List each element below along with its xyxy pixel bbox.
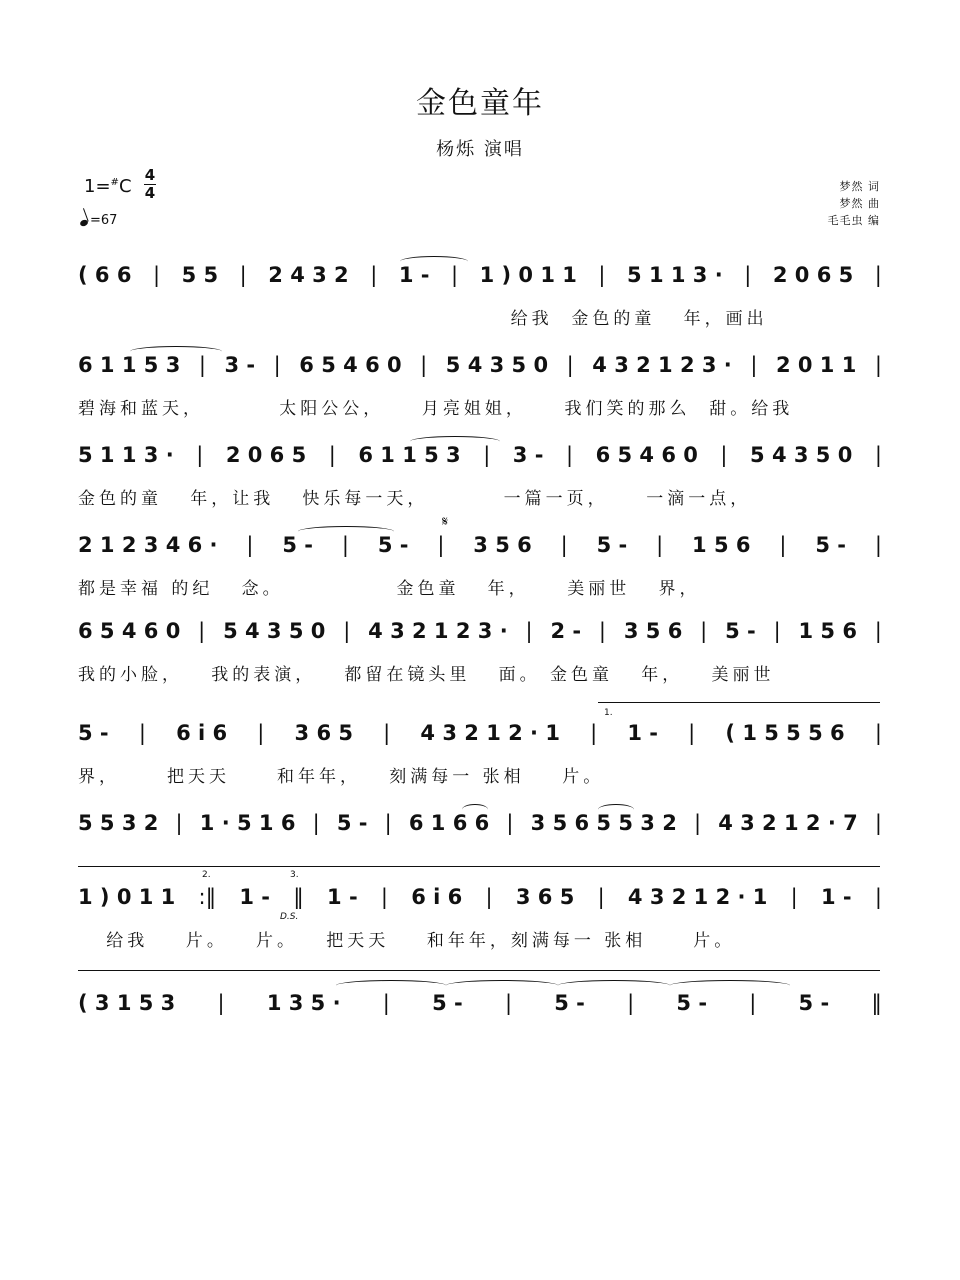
bar-line: |: [525, 619, 533, 643]
bar-line: :‖: [198, 885, 217, 909]
bar-line: |: [773, 619, 781, 643]
lyric-line: 我的小脸， 我的表演， 都留在镜头里 面。 金色童 年， 美丽世: [78, 665, 775, 685]
bar-line: |: [341, 533, 349, 557]
bar-line: |: [198, 353, 206, 377]
score-row: [78, 618, 882, 700]
bar-line: |: [384, 811, 392, 835]
measure: 5 4 3 5 0: [445, 353, 549, 377]
score-row: [78, 884, 882, 966]
bar-line: |: [328, 443, 336, 467]
bar-line: |: [506, 811, 514, 835]
ending-3-label: 3.: [290, 870, 299, 880]
bar-line: |: [598, 263, 606, 287]
bar-line: |: [152, 263, 161, 287]
notation-line: [78, 262, 882, 296]
bar-line: |: [874, 533, 882, 557]
slur: [410, 436, 500, 447]
bar-line: |: [485, 885, 493, 909]
measure: ( 1 5 5 5 6: [725, 721, 845, 745]
measure: 1 ) 0 1 1: [78, 885, 176, 909]
lyric-line: 界， 把天天 和年年， 刻满每一 张相 片。: [78, 767, 605, 787]
bar-line: |: [246, 533, 254, 557]
measure: 3 -: [224, 353, 256, 377]
measure: 5 -: [815, 533, 846, 557]
bar-line: |: [343, 619, 351, 643]
measure: 1 ) 0 1 1: [479, 263, 577, 287]
lyric-line: 都是幸福 的纪 念。 金色童 年， 美丽世 界，: [78, 579, 701, 599]
arranger: 毛毛虫 编: [827, 214, 880, 227]
slur: [670, 980, 790, 991]
bar-line: |: [688, 721, 696, 745]
measure: 6 1 6 6: [408, 811, 490, 835]
bar-line: |: [380, 885, 388, 909]
bar-line: |: [749, 991, 757, 1015]
bar-line: |: [656, 533, 664, 557]
score-row: [78, 810, 882, 892]
bar-line: |: [382, 991, 390, 1015]
notation-line: [78, 810, 882, 844]
measure: 6 1 1 5 3: [78, 353, 181, 377]
measure: 5 4 3 5 0: [750, 443, 853, 467]
measure: 3 6 5: [515, 885, 575, 909]
measure: 5 -: [336, 811, 368, 835]
measure: ( 3 1 5 3: [78, 991, 176, 1015]
bar-line: |: [874, 619, 882, 643]
lyric-line: 给我 片。 片。 把天天 和年年，刻满每一 张相 片。: [78, 931, 736, 951]
measure: 2 0 6 5: [225, 443, 307, 467]
bar-line: |: [590, 721, 598, 745]
measure: 3 5 6: [473, 533, 532, 557]
ending-1-label: 1.: [604, 708, 613, 718]
slur: [598, 804, 634, 815]
notation-line: [78, 618, 882, 652]
measure: 2 0 6 5: [772, 263, 854, 287]
ending-2-label: 2.: [202, 870, 211, 880]
measure: 2 0 1 1: [775, 353, 857, 377]
measure: 5 5 3 2: [78, 811, 159, 835]
bar-line: |: [273, 353, 281, 377]
bar-line: |: [627, 991, 635, 1015]
bar-line: |: [312, 811, 320, 835]
coda-line: [78, 970, 880, 971]
measure: 5 -: [725, 619, 756, 643]
slur: [130, 346, 222, 357]
measure: 1 -: [398, 263, 430, 287]
bar-line: |: [779, 533, 787, 557]
score-row: [78, 262, 882, 344]
bar-line: ‖: [871, 991, 882, 1015]
score-row: [78, 442, 882, 524]
key-signature: 1=#C: [84, 176, 132, 197]
measure: 3 -: [512, 443, 544, 467]
notation-line: [78, 720, 882, 754]
measure: 5 -: [596, 533, 628, 557]
bar-line: |: [874, 443, 882, 467]
bar-line: |: [560, 533, 568, 557]
measure: 6 1 1 5 3: [358, 443, 461, 467]
ending-bracket-line: [78, 866, 880, 867]
bar-line: |: [750, 353, 758, 377]
bar-line: |: [874, 263, 882, 287]
bar-line: |: [874, 811, 882, 835]
measure: 2 4 3 2: [268, 263, 349, 287]
bar-line: |: [370, 263, 378, 287]
measure: 3 5 6: [623, 619, 683, 643]
bar-line: |: [565, 443, 574, 467]
notation-line: [78, 352, 882, 386]
bar-line: ‖: [293, 885, 304, 909]
bar-line: |: [598, 619, 606, 643]
bar-line: |: [198, 619, 206, 643]
bar-line: |: [597, 885, 605, 909]
measure: 4 3 2 1 2 · 1: [420, 721, 560, 745]
measure: 1 3 5 ·: [266, 991, 341, 1015]
lyric-line: 碧海和蓝天， 太阳公公， 月亮姐姐， 我们笑的那么 甜。给我: [78, 399, 794, 419]
measure: 1 5 6: [692, 533, 751, 557]
measure: 5 -: [282, 533, 313, 557]
measure: 6 i 6: [411, 885, 463, 909]
time-signature: 4 4: [144, 166, 156, 202]
measure: 4 3 2 1 2 3 ·: [592, 353, 732, 377]
bar-line: |: [790, 885, 798, 909]
slur: [298, 526, 394, 537]
measure: 5 -: [432, 991, 463, 1015]
credits: [780, 178, 880, 229]
bar-line: |: [138, 721, 146, 745]
measure: 2 -: [550, 619, 582, 643]
tempo-marking: =67: [80, 213, 117, 228]
measure: 6 i 6: [176, 721, 228, 745]
measure: 2 1 2 3 4 6 ·: [78, 533, 218, 557]
bar-line: |: [874, 353, 882, 377]
measure: 3 6 5: [294, 721, 353, 745]
measure: 1 -: [821, 885, 852, 909]
measure: 5 -: [554, 991, 585, 1015]
bar-line: |: [693, 811, 702, 835]
measure: 4 3 2 1 2 · 1: [627, 885, 768, 909]
ending-1-bracket: [598, 702, 880, 703]
bar-line: |: [420, 353, 428, 377]
notation-line: [78, 532, 882, 566]
slur: [400, 256, 468, 267]
measure: 3 5 6 5 5 3 2: [530, 811, 677, 835]
bar-line: |: [874, 885, 882, 909]
bar-line: |: [720, 443, 728, 467]
score-row: [78, 532, 882, 614]
bar-line: |: [383, 721, 391, 745]
bar-line: |: [566, 353, 574, 377]
measure: 5 -: [78, 721, 109, 745]
bar-line: |: [217, 991, 225, 1015]
lyricist: 梦然 词: [839, 180, 880, 193]
measure: 1 -: [239, 885, 271, 909]
bar-line: |: [175, 811, 183, 835]
measure: ( 6 6: [78, 263, 132, 287]
bar-line: |: [483, 443, 491, 467]
score-row: [78, 990, 882, 1072]
slur: [558, 980, 670, 991]
bar-line: |: [744, 263, 752, 287]
measure: 5 1 1 3 ·: [78, 443, 174, 467]
measure: 5 -: [377, 533, 409, 557]
bar-line: |: [257, 721, 265, 745]
segno-mark: 𝄋: [442, 514, 449, 530]
bar-line: |: [504, 991, 513, 1015]
notation-line: [78, 884, 882, 918]
measure: 4 3 2 1 2 · 7: [718, 811, 858, 835]
measure: 6 5 4 6 0: [595, 443, 698, 467]
performer: 杨烁 演唱: [436, 139, 524, 160]
slur: [336, 980, 446, 991]
slur: [462, 804, 488, 815]
measure: 5 -: [798, 991, 830, 1015]
bar-line: |: [239, 263, 247, 287]
score-row: [78, 352, 882, 434]
score-row: [78, 720, 882, 802]
measure: 1 5 6: [798, 619, 857, 643]
bar-line: |: [450, 263, 459, 287]
measure: 5 1 1 3 ·: [627, 263, 723, 287]
measure: 5 5: [181, 263, 219, 287]
measure: 5 4 3 5 0: [223, 619, 326, 643]
quarter-note-icon: [79, 219, 89, 227]
measure: 1 · 5 1 6: [199, 811, 296, 835]
dal-segno-mark: D.S.: [280, 912, 299, 922]
notation-line: [78, 442, 882, 476]
bar-line: |: [196, 443, 204, 467]
slur: [446, 980, 558, 991]
measure: 6 5 4 6 0: [78, 619, 181, 643]
composer: 梦然 曲: [839, 197, 880, 210]
bar-line: |: [700, 619, 708, 643]
bar-line: |: [437, 533, 445, 557]
lyric-line: 给我 金色的童 年，画出: [78, 309, 768, 329]
notation-line: [78, 990, 882, 1024]
song-title: 金色童年: [416, 86, 544, 121]
measure: 4 3 2 1 2 3 ·: [368, 619, 508, 643]
measure: 1 -: [327, 885, 358, 909]
bar-line: |: [874, 721, 882, 745]
measure: 6 5 4 6 0: [299, 353, 402, 377]
measure: 5 -: [676, 991, 708, 1015]
lyric-line: 金色的童 年，让我 快乐每一天， 一篇一页， 一滴一点，: [78, 489, 752, 509]
measure: 1 -: [627, 721, 658, 745]
